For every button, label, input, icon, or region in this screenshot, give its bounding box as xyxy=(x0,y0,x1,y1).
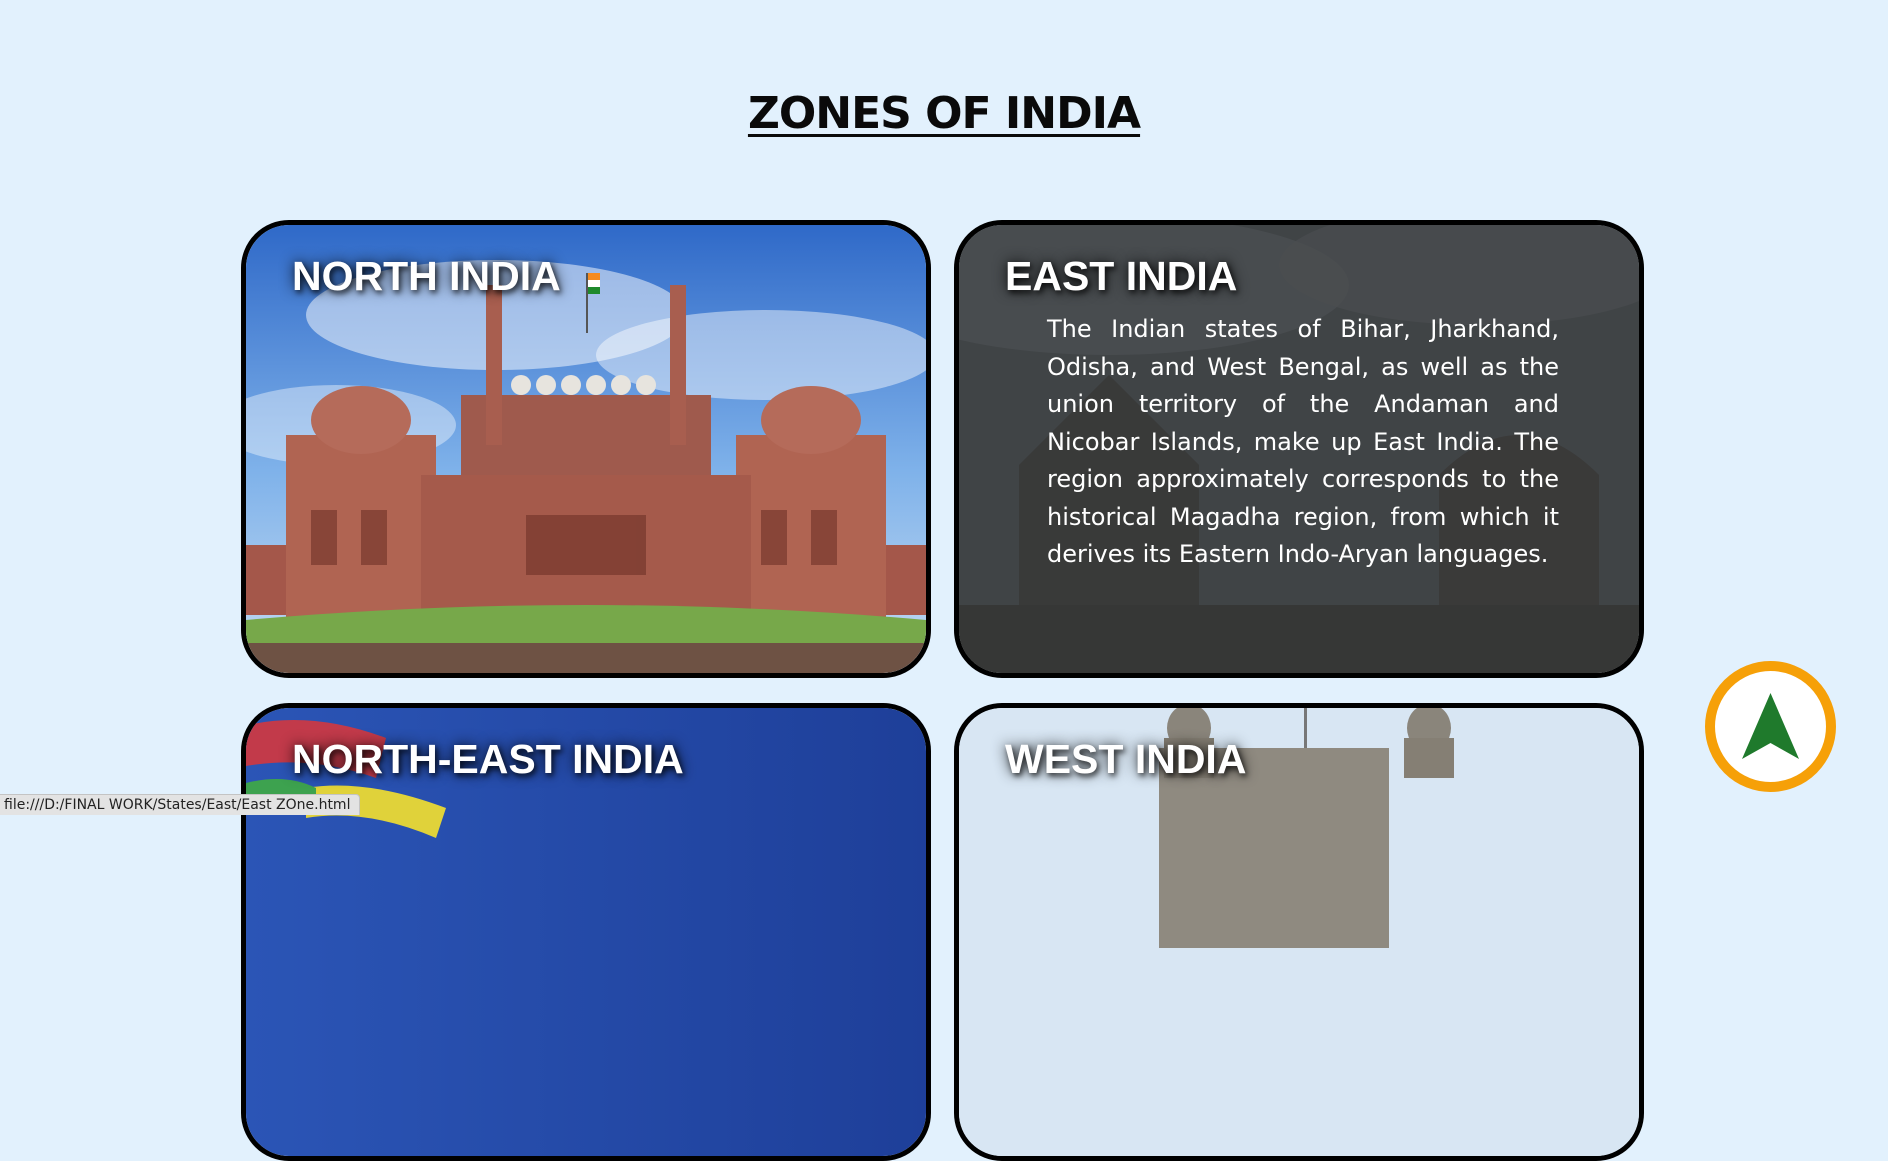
arrow-up-icon xyxy=(1715,671,1826,782)
zone-title: EAST INDIA xyxy=(1005,253,1238,299)
zone-title: NORTH INDIA xyxy=(292,253,561,299)
zone-card-northeast[interactable] xyxy=(241,703,931,1161)
page-title: ZONES OF INDIA xyxy=(747,88,1141,139)
status-bar-url: file:///D:/FINAL WORK/States/East/East ZOne.html xyxy=(0,794,360,815)
back-to-top-button[interactable] xyxy=(1705,661,1836,792)
zone-card-north[interactable] xyxy=(241,220,931,678)
zone-description: The Indian states of Bihar, Jharkhand, Odisha, and West Bengal, as well as the union territory of the Andaman and Nicobar Islands, make up East India. The region approximately corresponds to the historical Magadha region, from which it derives its Eastern Indo-Aryan languages. xyxy=(1047,315,1559,568)
zone-title: WEST INDIA xyxy=(1005,736,1247,782)
zone-card-east[interactable] xyxy=(954,220,1644,678)
zone-card-west[interactable] xyxy=(954,703,1644,1161)
zone-title: NORTH-EAST INDIA xyxy=(292,736,684,782)
